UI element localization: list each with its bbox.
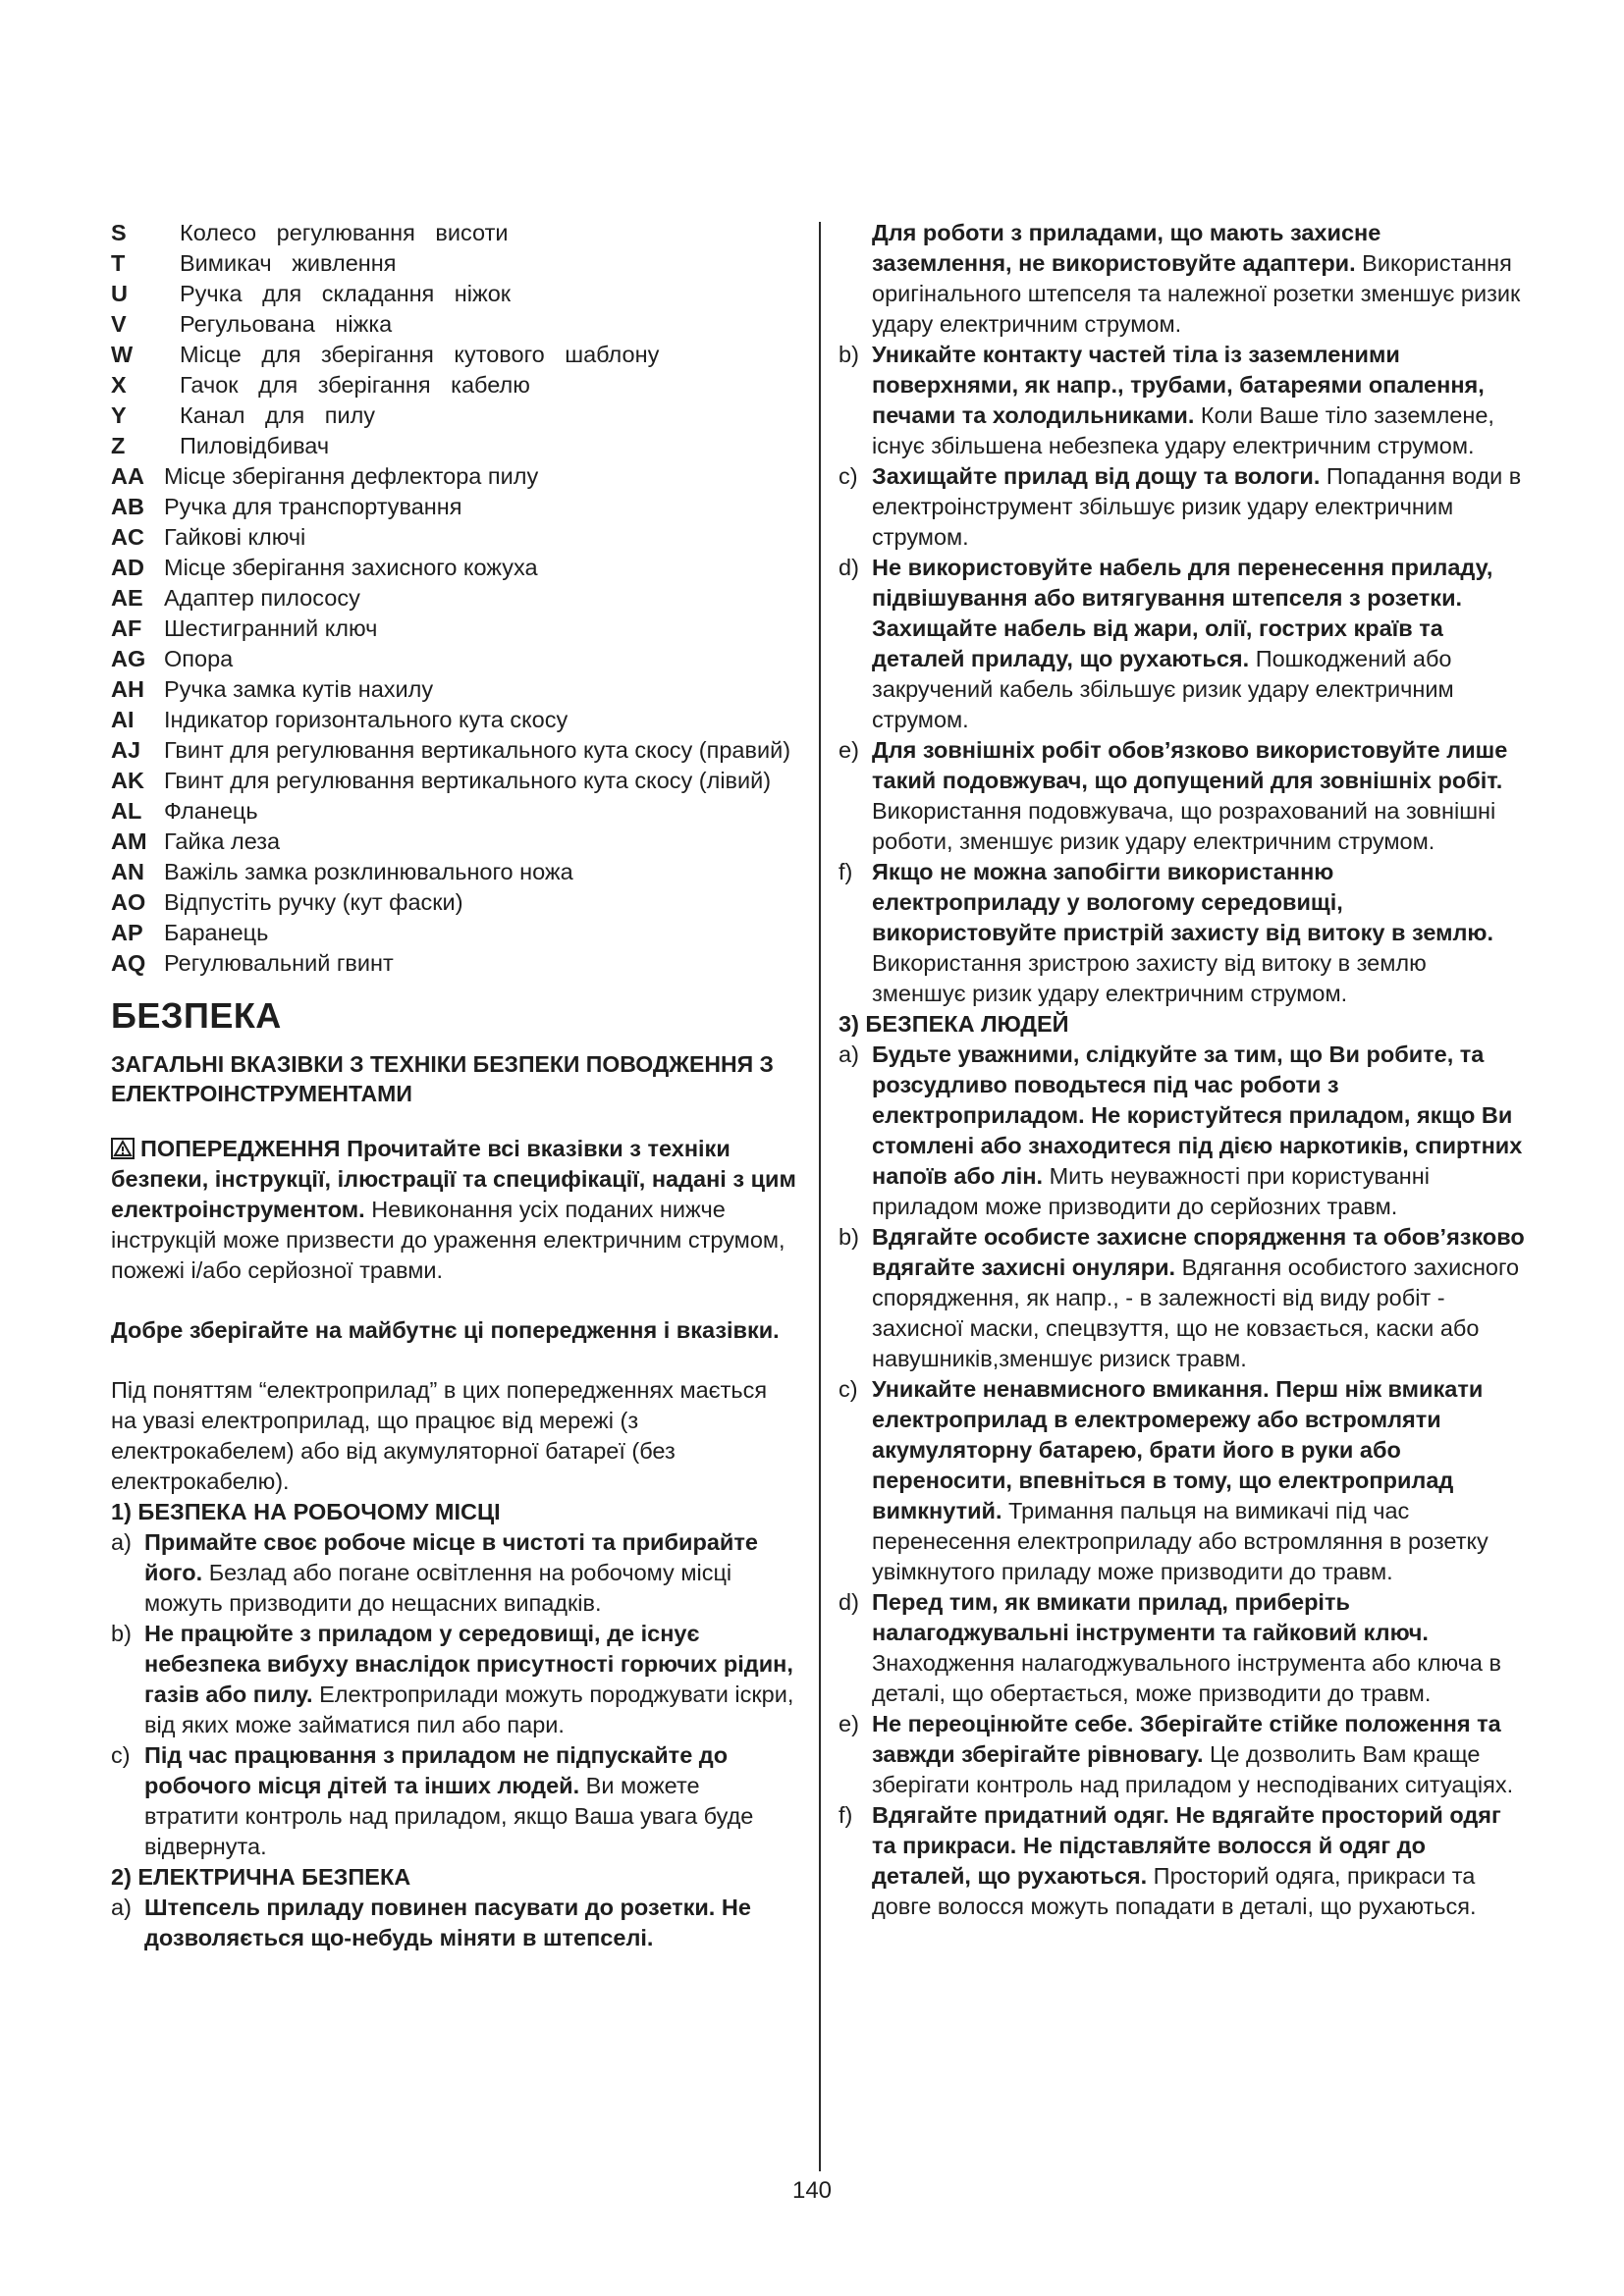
item-body-text: Знаходження налагоджувального інструмента або ключа в деталі, що обертається, може призводити до травм. — [872, 1650, 1501, 1706]
section-work-area-title: 1) БЕЗПЕКА НА РОБОЧОМУ МІСЦІ — [111, 1499, 501, 1524]
list-item — [839, 1709, 1526, 1800]
legend-text: Місце для зберігання кутового шаблону — [180, 342, 660, 367]
item-label — [839, 218, 872, 340]
legend-key: AE — [111, 585, 143, 611]
item-body-text: Використання оригінального штепселя та належної розетки зменшує ризик удару електричним струмом. — [872, 250, 1521, 337]
item-body-text: Попадання води в електроінструмент збільшує ризик удару електричним струмом. — [872, 463, 1522, 550]
item-bold-text: Захищайте прилад від дощу та вологи. — [872, 463, 1321, 489]
legend-text: Шестигранний ключ — [164, 615, 378, 641]
section-electrical-title: 2) ЕЛЕКТРИЧНА БЕЗПЕКА — [111, 1864, 411, 1890]
column-divider — [819, 222, 821, 2171]
legend-item — [111, 948, 798, 979]
legend-item — [111, 553, 798, 583]
item-text — [872, 1040, 1526, 1222]
item-text — [144, 1619, 798, 1740]
left-column — [111, 218, 798, 1953]
legend-text: Баранець — [164, 920, 269, 945]
electrical-items-left — [111, 1893, 798, 1953]
item-bold-text: Перед тим, як вмикати прилад, приберіть налагоджувальні інструменти та гайковий ключ. — [872, 1589, 1429, 1645]
list-item — [839, 461, 1526, 553]
item-bold-text: Штепсель приладу повинен пасувати до розетки. Не дозволяється що-небудь міняти в штепселі. — [144, 1895, 751, 1950]
legend-text: Ручка для складання ніжок — [180, 281, 512, 306]
legend-item — [111, 279, 798, 309]
item-bold-text: Під час працювання з приладом не підпускайте до робочого місця дітей та інших людей. — [144, 1742, 729, 1798]
item-label: c) — [839, 1376, 858, 1402]
legend-item — [111, 796, 798, 827]
legend-text: Місце зберігання захисного кожуха — [164, 555, 538, 580]
legend-item — [111, 918, 798, 948]
legend-item — [111, 461, 798, 492]
legend-item — [111, 674, 798, 705]
legend-item — [111, 309, 798, 340]
warning-paragraph — [111, 1134, 798, 1286]
personal-items — [839, 1040, 1526, 1922]
legend-item — [111, 583, 798, 614]
legend-key: Y — [111, 402, 127, 428]
item-label: f) — [839, 1802, 853, 1828]
item-text — [872, 1587, 1526, 1709]
legend-key: AN — [111, 859, 144, 884]
legend-text: Пиловідбивач — [180, 433, 330, 458]
legend-key: AP — [111, 920, 143, 945]
legend-text: Відпустіть ручку (кут фаски) — [164, 889, 463, 915]
legend-text: Місце зберігання дефлектора пилу — [164, 463, 539, 489]
legend-key: X — [111, 372, 127, 398]
item-body-text: Просторий одяга, прикраси та довге волосся можуть попадати в деталі, що рухаються. — [872, 1863, 1477, 1919]
list-item — [839, 1040, 1526, 1222]
item-label: e) — [839, 1711, 859, 1736]
legend-key: AM — [111, 828, 147, 854]
legend-text: Гвинт для регулювання вертикального кута скосу (правий) — [164, 737, 791, 763]
item-body-text: Це дозволить Вам краще зберігати контроль над приладом у несподіваних ситуаціях. — [872, 1741, 1514, 1797]
item-bold-text: Вдягайте придатний одяг. Не вдягайте просторий одяг та прикраси. Не підставляйте волосся й одяг до деталей, що рухаються. — [872, 1802, 1501, 1889]
legend-item — [111, 887, 798, 918]
item-label: a) — [111, 1529, 132, 1555]
list-item — [111, 1527, 798, 1619]
item-text — [144, 1893, 798, 1953]
page-number: 140 — [791, 2177, 833, 2204]
legend-text: Канал для пилу — [180, 402, 376, 428]
item-text — [872, 218, 1526, 340]
legend-key: AG — [111, 646, 146, 671]
legend-item — [111, 827, 798, 857]
safety-title: БЕЗПЕКА — [111, 995, 282, 1036]
item-text — [872, 340, 1526, 461]
item-text — [144, 1527, 798, 1619]
section-personal-title: 3) БЕЗПЕКА ЛЮДЕЙ — [839, 1011, 1069, 1037]
legend-item — [111, 492, 798, 522]
item-bold-text: Не працюйте з приладом у середовищі, де існує небезпека вибуху внаслідок присутності горючих рідин, газів або пилу. — [144, 1621, 793, 1707]
item-bold-text: Примайте своє робоче місце в чистоті та прибирайте його. — [144, 1529, 758, 1585]
item-text — [872, 1800, 1526, 1922]
item-body-text: Використання подовжувача, що розрахований на зовнішні роботи, зменшує ризик удару електричним струмом. — [872, 798, 1496, 854]
legend-text: Індикатор горизонтального кута скосу — [164, 707, 568, 732]
list-item — [839, 1374, 1526, 1587]
legend-item — [111, 614, 798, 644]
legend-text: Адаптер пилососу — [164, 585, 360, 611]
warning-text: Невиконання усіх поданих нижче інструкцій може призвести до ураження електричним струмом, пожежі і/або серйозної травми. — [111, 1197, 785, 1283]
item-text — [872, 553, 1526, 735]
item-text — [872, 1222, 1526, 1374]
legend-item — [111, 218, 798, 248]
item-label: d) — [839, 555, 859, 580]
item-body-text: Вдягання особистого захисного спорядження, як напр., - в залежності від виду робіт - захисної маски, спецвзуття, що не ковзається, каски або навушників,зменшує ризиск травм. — [872, 1255, 1520, 1371]
item-label: c) — [839, 463, 858, 489]
legend-item — [111, 644, 798, 674]
list-item — [839, 553, 1526, 735]
legend-key: U — [111, 281, 128, 306]
item-body-text: Тримання пальця на вимикачі під час перенесення електроприладу або встромляння в розетку увімкнутого приладу може призводити до травм. — [872, 1498, 1489, 1584]
legend-key: AO — [111, 889, 146, 915]
work-area-items — [111, 1527, 798, 1862]
item-label: f) — [839, 859, 853, 884]
item-text — [872, 857, 1526, 1009]
legend-key: AB — [111, 494, 144, 519]
item-label: c) — [111, 1742, 131, 1768]
legend-text: Важіль замка розклинювального ножа — [164, 859, 573, 884]
general-safety-heading: ЗАГАЛЬНІ ВКАЗІВКИ З ТЕХНІКИ БЕЗПЕКИ ПОВОДЖЕННЯ З ЕЛЕКТРОІНСТРУМЕНТАМИ — [111, 1051, 774, 1106]
item-bold-text: Вдягайте особисте захисне спорядження та обов’язково вдягайте захисні онуляри. — [872, 1224, 1525, 1280]
item-body-text: Ви можете втратити контроль над приладом, якщо Ваша увага буде відвернута. — [144, 1773, 754, 1859]
legend-key: AJ — [111, 737, 141, 763]
warning-triangle-icon — [111, 1138, 135, 1159]
legend-key: AH — [111, 676, 144, 702]
legend-key: V — [111, 311, 127, 337]
legend-text: Ручка для транспортування — [164, 494, 462, 519]
legend-item — [111, 400, 798, 431]
list-item — [839, 1222, 1526, 1374]
legend-text: Опора — [164, 646, 234, 671]
legend-text: Фланець — [164, 798, 258, 824]
list-item — [839, 1587, 1526, 1709]
legend-item — [111, 857, 798, 887]
item-label: e) — [839, 737, 859, 763]
legend-item — [111, 248, 798, 279]
warning-bold-text: ПОПЕРЕДЖЕННЯ Прочитайте всі вказівки з техніки безпеки, інструкції, ілюстрації та специфікації, надані з цим електроінструментом. — [111, 1136, 796, 1222]
keep-instructions: Добре зберігайте на майбутнє ці попередження і вказівки. — [111, 1317, 780, 1343]
item-label: a) — [111, 1895, 132, 1920]
list-item — [839, 218, 1526, 340]
item-text — [872, 461, 1526, 553]
item-body-text: Коли Ваше тіло заземлене, існує збільшена небезпека удару електричним струмом. — [872, 402, 1494, 458]
legend-item — [111, 766, 798, 796]
item-body-text: Мить неуважності при користуванні приладом може призводити до серйозних травм. — [872, 1163, 1430, 1219]
legend-text: Колесо регулювання висоти — [180, 220, 509, 245]
legend-text: Гайка леза — [164, 828, 281, 854]
legend-key: AD — [111, 555, 144, 580]
legend-key: AI — [111, 707, 135, 732]
legend-key: AC — [111, 524, 144, 550]
item-body-text: Пошкоджений або закручений кабель збільшує ризик удару електричним струмом. — [872, 646, 1454, 732]
legend-key: W — [111, 342, 134, 367]
list-item — [839, 735, 1526, 857]
item-label: b) — [111, 1621, 132, 1646]
item-body-text: Безлад або погане освітлення на робочому місці можуть призводити до нещасних випадків. — [144, 1560, 732, 1616]
list-item — [111, 1740, 798, 1862]
item-label: a) — [839, 1041, 859, 1067]
legend-key: AF — [111, 615, 142, 641]
item-label: d) — [839, 1589, 859, 1615]
legend-text: Ручка замка кутів нахилу — [164, 676, 434, 702]
item-body-text: Електроприлади можуть породжувати іскри, від яких може займатися пил або пари. — [144, 1682, 794, 1737]
legend-key: Z — [111, 433, 126, 458]
legend-key: AA — [111, 463, 144, 489]
item-text — [144, 1740, 798, 1862]
item-bold-text: Якщо не можна запобігти використанню електроприладу у вологому середовищі, використовуйте пристрій захисту від витоку в землю. — [872, 859, 1494, 945]
item-label: b) — [839, 342, 859, 367]
legend-key: AQ — [111, 950, 146, 976]
list-item — [839, 340, 1526, 461]
legend-text: Регульована ніжка — [180, 311, 393, 337]
item-bold-text: Не переоцінюйте себе. Зберігайте стійке положення та завжди зберігайте рівновагу. — [872, 1711, 1501, 1767]
legend-key: S — [111, 220, 127, 245]
item-body-text: Використання зристрою захисту від витоку в землю зменшує ризик удару електричним струмом. — [872, 950, 1427, 1006]
list-item — [839, 857, 1526, 1009]
electrical-items-right — [839, 218, 1526, 1009]
item-text — [872, 735, 1526, 857]
legend-text: Регулювальний гвинт — [164, 950, 394, 976]
item-text — [872, 1709, 1526, 1800]
list-item — [111, 1893, 798, 1953]
legend-list — [111, 218, 798, 979]
legend-text: Вимикач живлення — [180, 250, 397, 276]
definition-paragraph: Під поняттям “електроприлад” в цих попередженнях мається на увазі електроприлад, що працює від мережі (з електрокабелем) або від акумуляторної батареї (без електрокабелю). — [111, 1377, 768, 1494]
legend-key: AL — [111, 798, 142, 824]
legend-text: Гачок для зберігання кабелю — [180, 372, 530, 398]
legend-text: Гвинт для регулювання вертикального кута скосу (лівий) — [164, 768, 772, 793]
legend-item — [111, 522, 798, 553]
item-bold-text: Для зовнішніх робіт обов’язково використовуйте лише такий подовжувач, що допущений для зовнішніх робіт. — [872, 737, 1508, 793]
list-item — [839, 1800, 1526, 1922]
legend-key: T — [111, 250, 126, 276]
item-bold-text: Не використовуйте набель для перенесення приладу, підвішування або витягування штепселя з розетки. Захищайте набель від жари, олії, гострих країв та деталей приладу, що рухаються. — [872, 555, 1493, 671]
item-bold-text: Для роботи з приладами, що мають захисне заземлення, не використовуйте адаптери. — [872, 220, 1381, 276]
right-column — [839, 218, 1526, 1922]
item-bold-text: Будьте уважними, слідкуйте за тим, що Ви робите, та розсудливо поводьтеся під час роботи з електроприладом. Не користуйтеся приладом, якщо Ви стомлені або знаходитеся під дією наркотиків, спиртних напоїв або лін. — [872, 1041, 1523, 1189]
item-bold-text: Уникайте контакту частей тіла із заземленими поверхнями, як напр., трубами, батареями опалення, печами та холодильниками. — [872, 342, 1485, 428]
legend-text: Гайкові ключі — [164, 524, 306, 550]
legend-item — [111, 340, 798, 370]
legend-item — [111, 431, 798, 461]
legend-item — [111, 370, 798, 400]
list-item — [111, 1619, 798, 1740]
item-text — [872, 1374, 1526, 1587]
item-label: b) — [839, 1224, 859, 1250]
legend-item — [111, 705, 798, 735]
legend-key: AK — [111, 768, 144, 793]
legend-item — [111, 735, 798, 766]
item-bold-text: Уникайте ненавмисного вмикання. Перш ніж вмикати електроприлад в електромережу або встромляти акумуляторну батарею, брати його в руки або переносити, впевніться в тому, що електроприлад вимкнутий. — [872, 1376, 1484, 1523]
